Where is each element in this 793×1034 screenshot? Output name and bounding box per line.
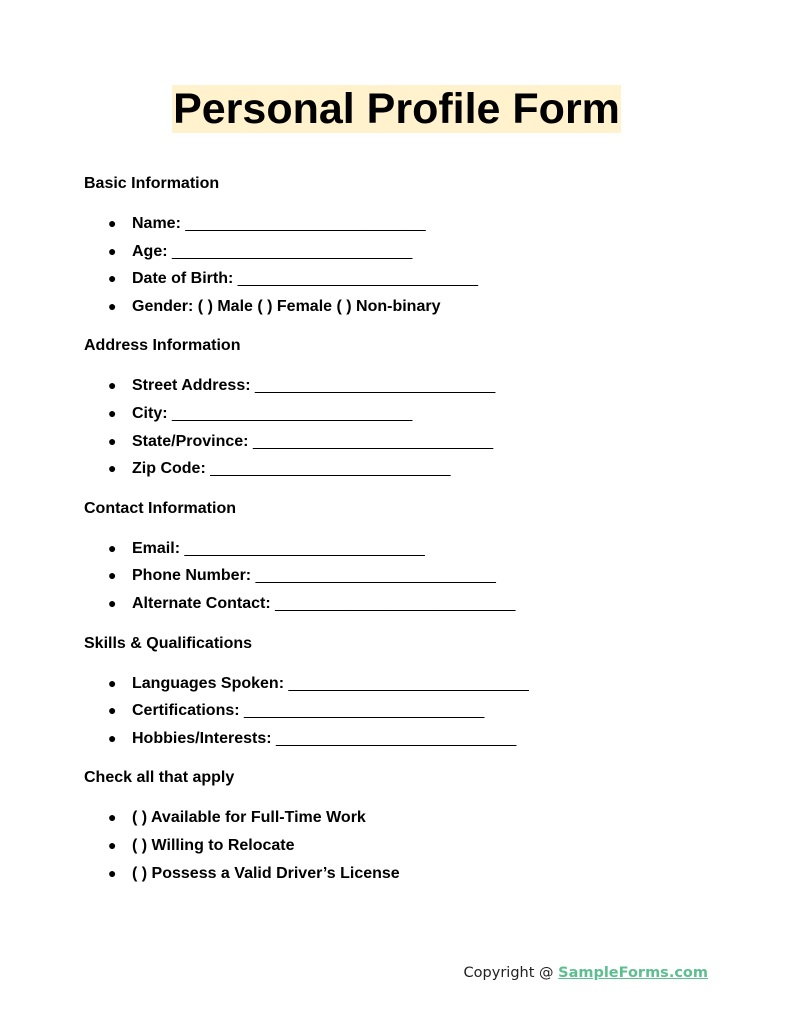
form-content <box>84 170 724 912</box>
basic-information-list <box>84 210 724 320</box>
blank-line[interactable]: ___________________________ <box>288 674 529 692</box>
checkbox-label: ( ) Willing to Relocate <box>132 836 295 854</box>
field-alternate-contact[interactable] <box>84 590 724 618</box>
field-label: Hobbies/Interests: <box>132 729 272 747</box>
field-label: Phone Number: <box>132 567 252 585</box>
section-heading-basic-information: Basic Information <box>84 175 220 192</box>
bullet-icon: ● <box>108 297 117 314</box>
checkbox-label: ( ) Available for Full-Time Work <box>132 809 366 827</box>
field-label: Street Address: <box>132 377 251 395</box>
bullet-icon: ● <box>108 674 117 691</box>
section-heading-address-information: Address Information <box>84 337 241 355</box>
bullet-icon: ● <box>108 836 117 853</box>
field-state-province[interactable] <box>84 428 724 456</box>
checkbox-full-time-work[interactable] <box>84 804 724 832</box>
field-city[interactable] <box>84 400 724 428</box>
field-label: Name: <box>132 215 181 232</box>
bullet-icon: ● <box>108 864 117 881</box>
field-label: Age: <box>132 242 168 260</box>
blank-line[interactable]: ___________________________ <box>255 377 496 395</box>
field-label: State/Province: <box>132 432 249 450</box>
blank-line[interactable]: ___________________________ <box>210 460 451 478</box>
title-wrap <box>0 85 793 133</box>
blank-line[interactable]: ___________________________ <box>184 539 425 557</box>
sampleforms-link[interactable]: SampleForms.com <box>558 965 708 981</box>
blank-line[interactable]: ___________________________ <box>252 432 494 450</box>
field-label: Languages Spoken: <box>132 674 285 692</box>
field-label: Email: <box>132 539 181 557</box>
field-name[interactable] <box>84 210 724 238</box>
field-label: Certifications: <box>132 702 240 720</box>
bullet-icon: ● <box>108 567 117 584</box>
blank-line[interactable]: ___________________________ <box>185 215 426 232</box>
field-label: Gender: ( ) Male ( ) Female ( ) Non-binary <box>132 297 441 315</box>
skills-qualifications-list <box>84 670 724 753</box>
field-label: City: <box>132 404 168 422</box>
field-street-address[interactable] <box>84 372 724 400</box>
blank-line[interactable]: ___________________________ <box>275 594 516 612</box>
field-age[interactable] <box>84 238 724 266</box>
blank-line[interactable]: ___________________________ <box>172 404 413 422</box>
field-label: Alternate Contact: <box>132 594 271 612</box>
field-gender[interactable] <box>84 293 724 321</box>
bullet-icon: ● <box>108 539 117 556</box>
field-certifications[interactable] <box>84 697 724 725</box>
checkbox-drivers-license[interactable] <box>84 860 724 888</box>
section-heading-contact-information: Contact Information <box>84 499 236 517</box>
bullet-icon: ● <box>108 460 117 477</box>
bullet-icon: ● <box>108 404 117 421</box>
field-email[interactable] <box>84 535 724 563</box>
section-heading-skills-qualifications: Skills & Qualifications <box>84 634 253 652</box>
blank-line[interactable]: ___________________________ <box>237 270 479 288</box>
copyright-text: Copyright @ <box>463 965 559 981</box>
field-label: Zip Code: <box>132 460 206 478</box>
section-heading-check-all-that-apply: Check all that apply <box>84 769 235 787</box>
bullet-icon: ● <box>108 729 117 746</box>
bullet-icon: ● <box>108 377 117 394</box>
blank-line[interactable]: ___________________________ <box>255 567 496 585</box>
field-zip-code[interactable] <box>84 455 724 483</box>
bullet-icon: ● <box>108 702 117 719</box>
address-information-list <box>84 372 724 482</box>
blank-line[interactable]: ___________________________ <box>276 729 517 747</box>
field-hobbies-interests[interactable] <box>84 725 724 753</box>
copyright-footer <box>464 965 708 981</box>
page-title: Personal Profile Form <box>173 85 620 133</box>
bullet-icon: ● <box>108 809 117 826</box>
bullet-icon: ● <box>108 270 117 287</box>
bullet-icon: ● <box>108 432 117 449</box>
field-label: Date of Birth: <box>132 270 234 288</box>
blank-line[interactable]: ___________________________ <box>244 702 485 720</box>
field-phone-number[interactable] <box>84 562 724 590</box>
bullet-icon: ● <box>108 215 117 231</box>
field-date-of-birth[interactable] <box>84 265 724 293</box>
bullet-icon: ● <box>108 242 117 259</box>
field-languages-spoken[interactable] <box>84 670 724 698</box>
checkbox-willing-to-relocate[interactable] <box>84 832 724 860</box>
bullet-icon: ● <box>108 594 117 611</box>
contact-information-list <box>84 535 724 618</box>
checkbox-label: ( ) Possess a Valid Driver’s License <box>132 864 400 882</box>
check-all-list <box>84 804 724 887</box>
blank-line[interactable]: ___________________________ <box>172 242 413 260</box>
